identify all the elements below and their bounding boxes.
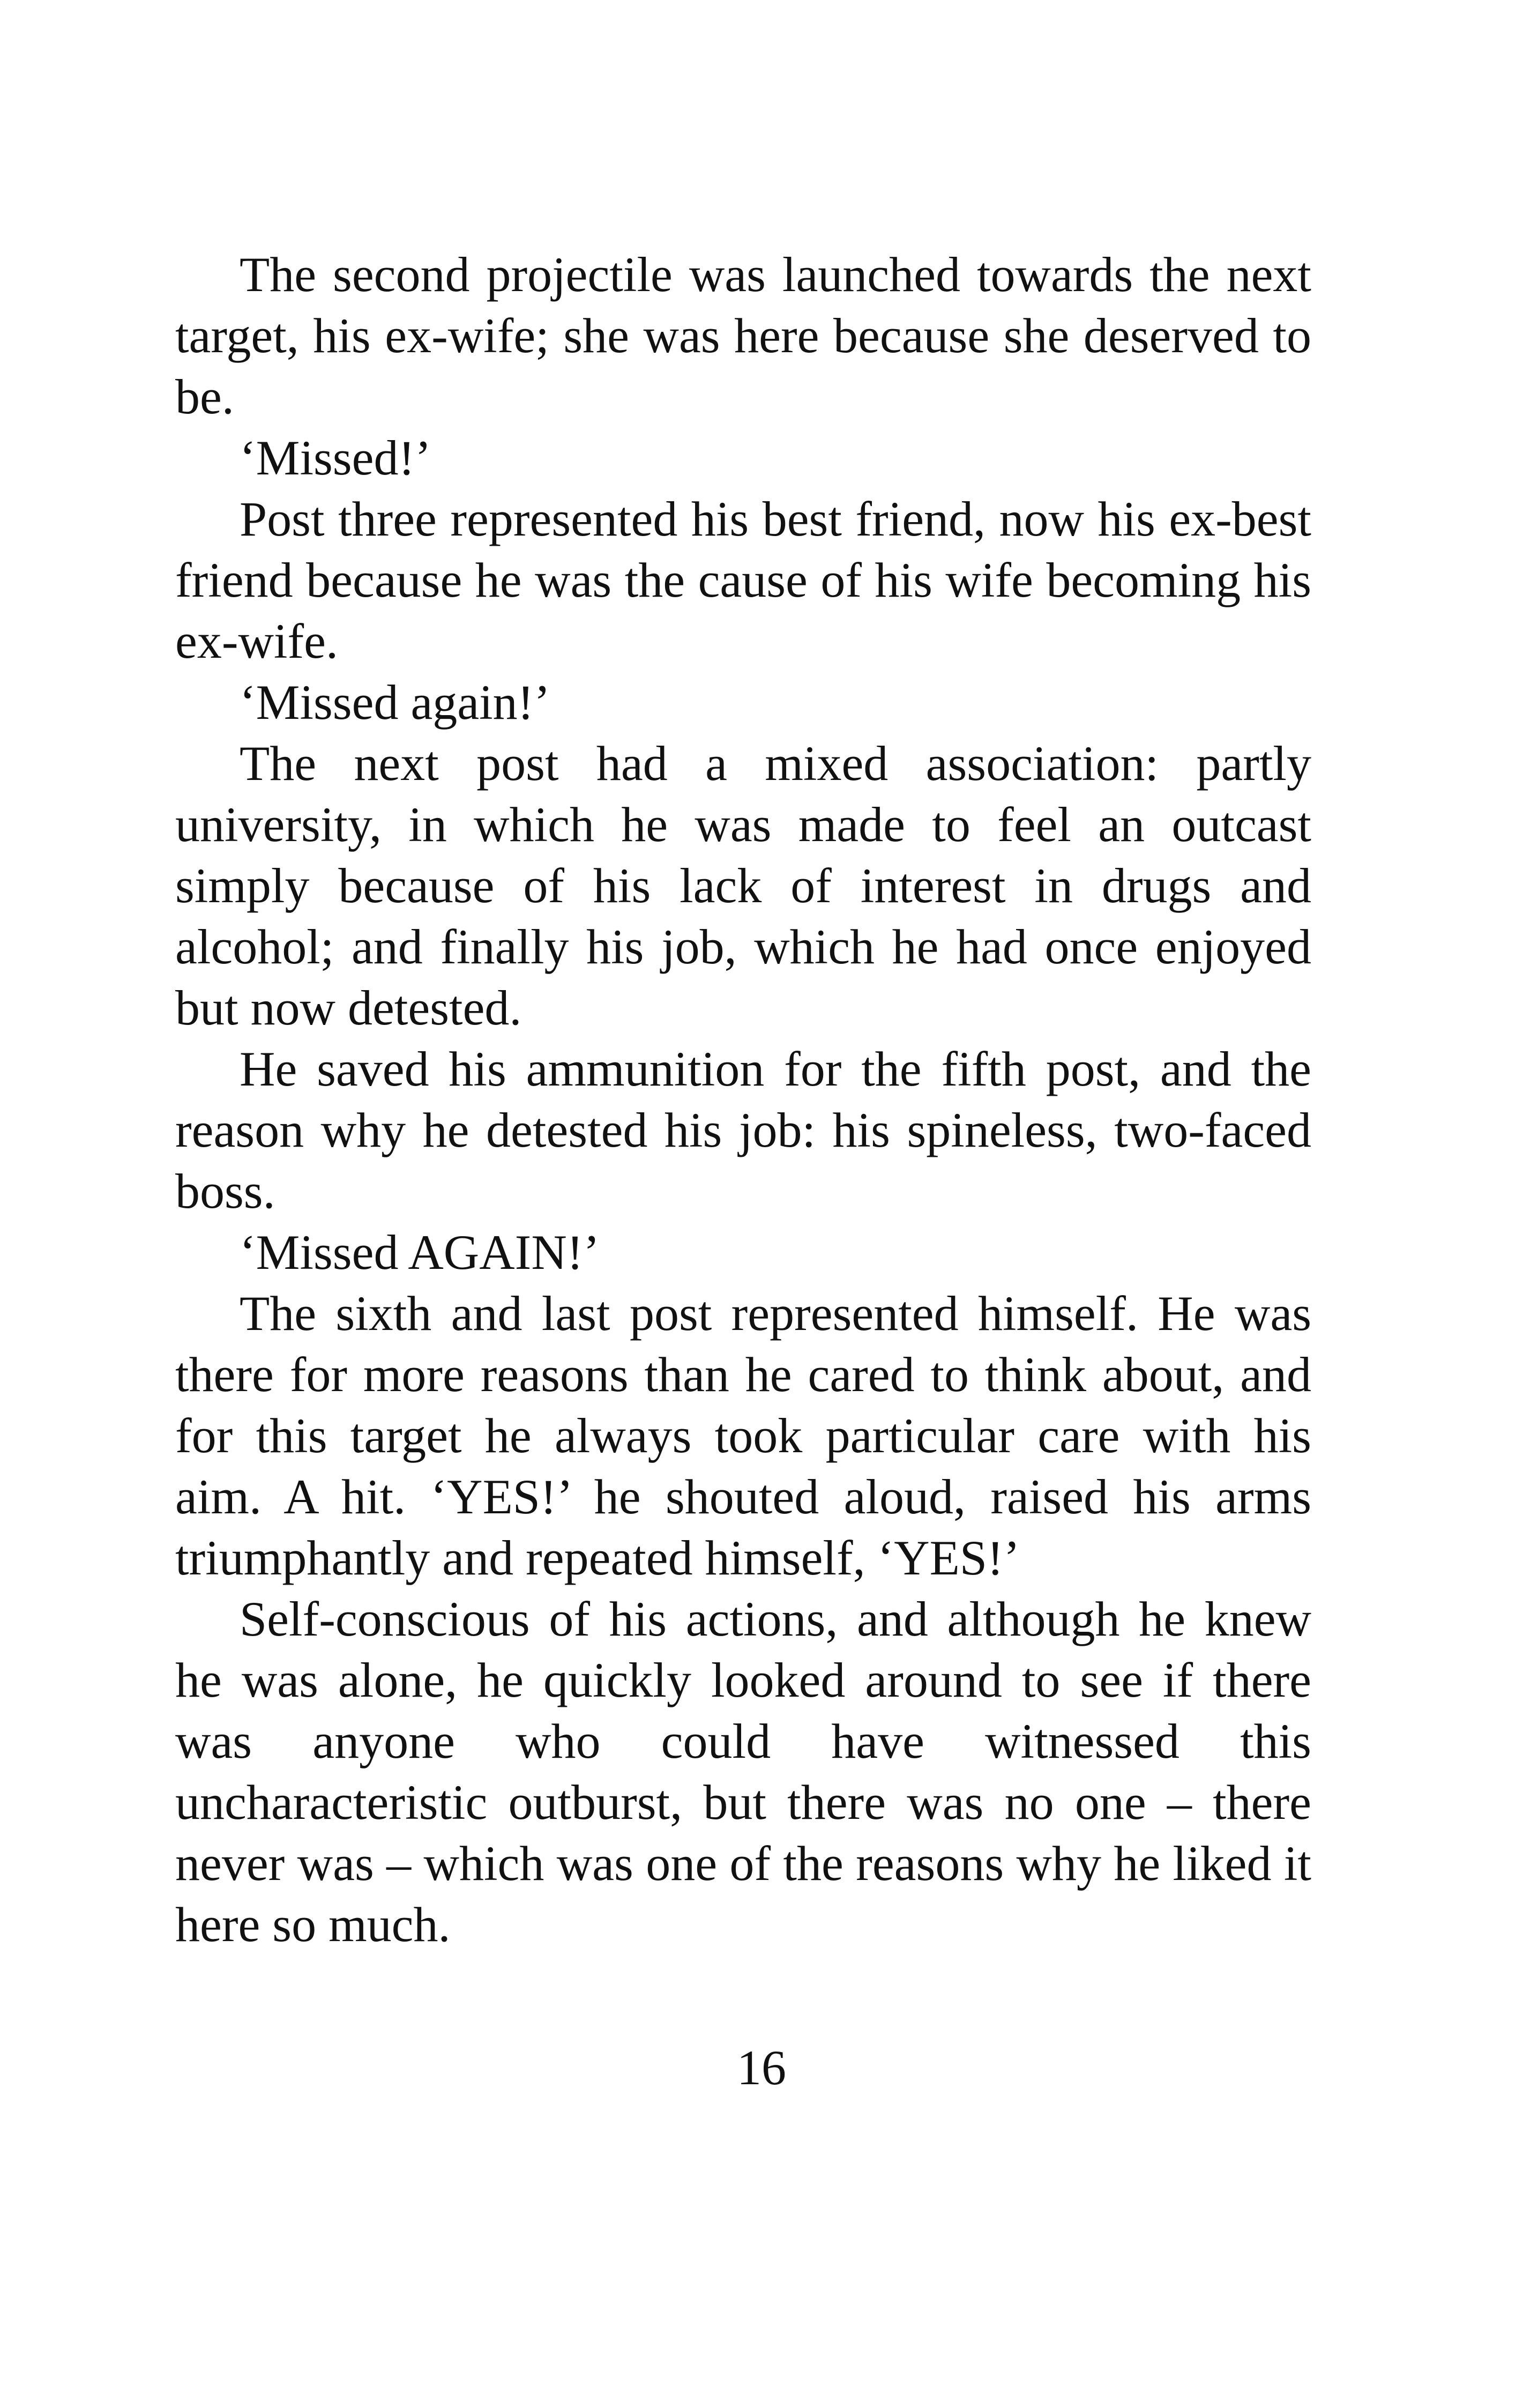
- dialogue-line: ‘Missed!’: [240, 430, 431, 485]
- dialogue-line: ‘Missed again!’: [240, 675, 550, 730]
- body-text: [175, 244, 1311, 1955]
- page-number: 16: [737, 2040, 786, 2095]
- paragraph: Post three represented his best friend, now his ex-best friend because he was the cause of his wife becoming his ex-wife.: [175, 492, 1311, 668]
- paragraph: Self-conscious of his actions, and although he knew he was alone, he quickly looked around to see if there was anyone who could have witnessed this uncharacteristic outburst, but there was no one – there never was – which was one of the reasons why he liked it here so much.: [175, 1592, 1311, 1952]
- paragraph: He saved his ammunition for the fifth post, and the reason why he detested his job: his spineless, two-faced boss.: [175, 1042, 1311, 1218]
- dialogue-line: ‘Missed AGAIN!’: [240, 1225, 600, 1280]
- paragraph: The next post had a mixed association: partly university, in which he was made to feel an outcast simply because of his lack of interest in drugs and alcohol; and finally his job, which he had once enjoyed but now detested.: [175, 736, 1311, 1035]
- paragraph: The sixth and last post represented himself. He was there for more reasons than he cared to think about, and for this target he always took particular care with his aim. A hit. ‘YES!’ he shouted aloud, raised his arms triumphantly and repeated himself, ‘YES!’: [175, 1286, 1311, 1585]
- paragraph: The second projectile was launched towards the next target, his ex-wife; she was here because she deserved to be.: [175, 247, 1311, 424]
